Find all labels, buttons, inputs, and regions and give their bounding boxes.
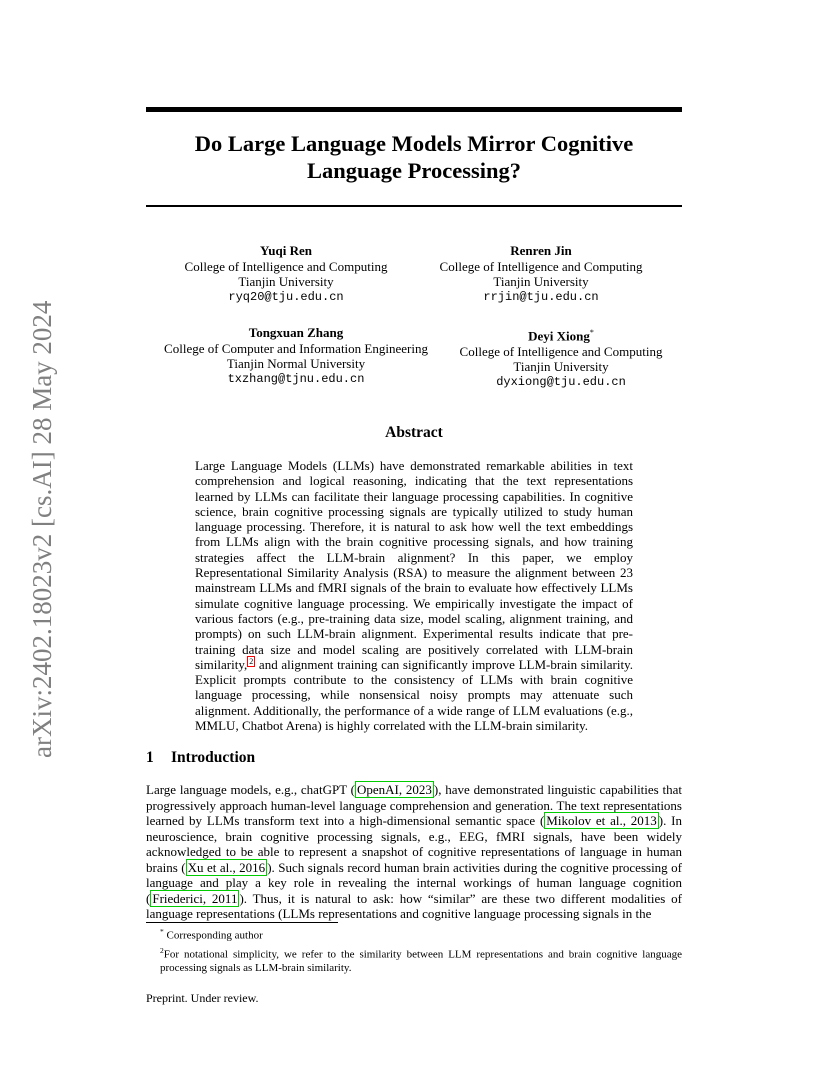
preprint-notice: Preprint. Under review.: [146, 991, 259, 1005]
footnote-mark: 2: [160, 946, 164, 956]
author-name: Renren Jin: [510, 243, 572, 258]
author-name-line: [441, 325, 681, 344]
section-heading: [146, 749, 255, 767]
intro-text: ), have demonstrated linguistic capabilities that progressively approach human-level language comprehension and generation. The text representations learned by LLMs transform text into a high-dimensional semantic space (: [146, 782, 683, 828]
section-number: 1: [146, 749, 154, 766]
abstract-heading: Abstract: [385, 424, 443, 441]
author-name: Deyi Xiong: [528, 328, 590, 344]
citation-link[interactable]: OpenAI, 2023: [357, 782, 432, 797]
abstract-text-2: and alignment training can significantly improve LLM-brain similarity. Explicit prompts contribute to the consistency of LLMs with brain cognitive language processing, while nonsensical noisy prompts may attenuate such alignment. Additionally, the performance of a wide range of LLM evaluations (e.g., MMLU, Chatbot Arena) is highly correlated with the LLM-brain similarity.: [195, 656, 633, 734]
intro-paragraph: [146, 782, 682, 922]
author-institution: Tianjin University: [493, 274, 589, 289]
author-affiliation: College of Intelligence and Computing: [184, 258, 388, 274]
corresponding-mark: *: [589, 328, 594, 337]
author-affiliation: College of Computer and Information Engineering: [164, 340, 428, 356]
abstract-body: [195, 458, 633, 733]
footnote-ref-2[interactable]: 2: [249, 656, 254, 666]
title-line-1: Do Large Language Models Mirror Cognitive: [194, 131, 634, 156]
author-block-3: [146, 325, 446, 387]
author-affiliation: College of Intelligence and Computing: [439, 258, 643, 274]
title-rule-top: [146, 107, 682, 112]
author-institution: Tianjin University: [513, 359, 609, 375]
author-institution: Tianjin Normal University: [226, 356, 366, 371]
intro-text: ). Such signals record human brain activities during the cognitive processing of language and play a key role in revealing the internal workings of human language cognition (: [146, 859, 682, 906]
abstract-text-1: Large Language Models (LLMs) have demonstrated remarkable abilities in text comprehension and logical reasoning, indicating that the text representations learned by LLMs can facilitate their language processing capabilities. In cognitive science, brain cognitive processing signals are typically utilized to study human language processing. Therefore, it is natural to ask how well the text embeddings from LLMs align with the brain cognitive processing signals, and how training strategies affect the LLM-brain alignment? In this paper, we employ Representational Similarity Analysis (RSA) to measure the alignment between 23 mainstream LLMs and fMRI signals of the brain to evaluate how effectively LLMs simulate cognitive language processing. We empirically investigate the impact of various factors (e.g., pre-training data size, model scaling, alignment training, and prompts) on such LLM-brain alignment. Experimental results indicate that pre-training data size and model scaling are positively correlated with LLM-brain similarity,: [195, 458, 633, 672]
footnote-mark: *: [160, 927, 164, 936]
footnote-1: [146, 925, 682, 943]
author-institution: Tianjin University: [238, 274, 334, 289]
footnote-text: For notational simplicity, we refer to the similarity between LLM representations and brain cognitive language processing signals as LLM-brain similarity.: [160, 948, 682, 975]
author-block-2: [421, 243, 661, 305]
footnote-text: Corresponding author: [166, 929, 263, 942]
author-name: Yuqi Ren: [260, 243, 312, 258]
author-email[interactable]: dyxiong@tju.edu.cn: [496, 374, 626, 389]
title-line-2: Language Processing?: [307, 158, 521, 183]
citation-link[interactable]: Friederici, 2011: [152, 890, 238, 906]
arxiv-stamp: arXiv:2402.18023v2 [cs.AI] 28 May 2024: [27, 300, 57, 758]
paper-title: [146, 130, 682, 184]
author-block-1: [166, 243, 406, 305]
citation-link[interactable]: Mikolov et al., 2013: [546, 813, 657, 828]
author-email[interactable]: txzhang@tjnu.edu.cn: [227, 371, 365, 386]
author-affiliation: College of Intelligence and Computing: [459, 343, 663, 359]
author-name: Tongxuan Zhang: [248, 325, 344, 340]
author-email[interactable]: ryq20@tju.edu.cn: [228, 289, 344, 304]
section-title: Introduction: [171, 749, 256, 766]
footnote-rule: [146, 922, 338, 923]
intro-text: ). Thus, it is natural to ask: how “similar” are these two different modalities of language representations (LLMs representations and cognitive language processing signals in the: [146, 890, 682, 921]
title-rule-bottom: [146, 205, 682, 207]
citation-link[interactable]: Xu et al., 2016: [187, 859, 266, 875]
footnote-2: [146, 944, 682, 976]
author-email[interactable]: rrjin@tju.edu.cn: [483, 289, 599, 304]
intro-text: Large language models, e.g., chatGPT (: [146, 782, 355, 797]
intro-text: ). In neuroscience, brain cognitive processing signals, e.g., EEG, fMRI signals, have been widely acknowledged to be able to represent a snapshot of cognitive representations of language in human brains (: [146, 813, 683, 875]
author-block-4: [441, 325, 681, 390]
footnotes: [146, 925, 682, 976]
